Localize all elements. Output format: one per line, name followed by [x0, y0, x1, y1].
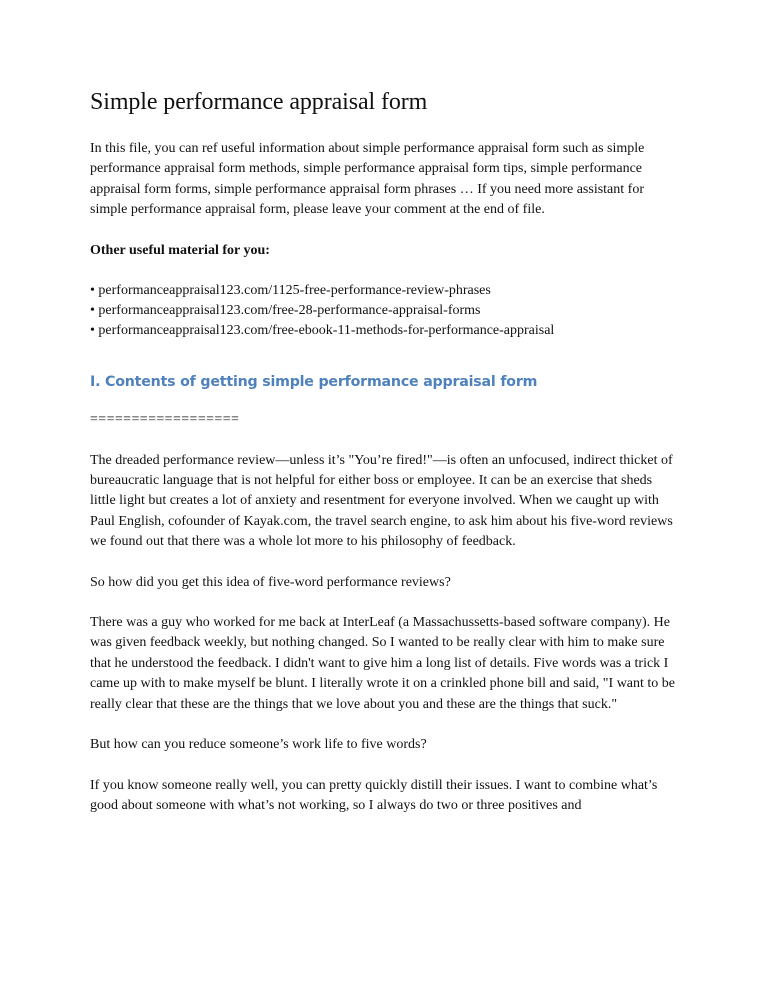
body-paragraph: The dreaded performance review—unless it’s "You’re fired!"—is often an unfocused, indirect thicket of bureaucratic language that is not helpful for either boss or employee. It can be an exercise that sheds little light but creates a lot of anxiety and resentment for everyone involved. When we caught up with Paul English, cofounder of Kayak.com, the travel search engine, to ask him about his five-word reviews we found out that there was a whole lot more to his philosophy of feedback.	[90, 452, 673, 550]
document-title: Simple performance appraisal form	[90, 89, 428, 115]
other-material-heading: Other useful material for you:	[90, 242, 270, 258]
question-paragraph: But how can you reduce someone’s work life to five words?	[90, 737, 427, 753]
section-heading: I. Contents of getting simple performance appraisal form	[90, 373, 538, 390]
body-paragraph: If you know someone really well, you can pretty quickly distill their issues. I want to combine what’s good about someone with what’s not working, so I always do two or three positives and	[90, 777, 658, 813]
resource-link[interactable]: • performanceappraisal123.com/free-ebook-11-methods-for-performance-appraisal	[90, 322, 555, 338]
resource-link[interactable]: • performanceappraisal123.com/1125-free-performance-review-phrases	[90, 282, 491, 298]
resource-link[interactable]: • performanceappraisal123.com/free-28-performance-appraisal-forms	[90, 302, 481, 318]
resource-link-list	[90, 281, 680, 341]
document-page	[90, 84, 680, 816]
question-paragraph: So how did you get this idea of five-word performance reviews?	[90, 574, 451, 590]
body-paragraph: There was a guy who worked for me back at InterLeaf (a Massachussetts-based software company). He was given feedback weekly, but nothing changed. So I wanted to be really clear with him to make sure that he understood the feedback. I didn't want to give him a long list of details. Five words was a trick I came up with to make myself be blunt. I literally wrote it on a crinkled phone bill and said, "I want to be really clear that these are the things that we love about you and these are the things that suck."	[90, 615, 676, 712]
divider-line: ==================	[90, 411, 240, 427]
intro-paragraph: In this file, you can ref useful information about simple performance appraisal form such as simple performance appraisal form methods, simple performance appraisal form tips, simple performance appraisal form forms, simple performance appraisal form phrases … If you need more assistant for simple performance appraisal form, please leave your comment at the end of file.	[90, 141, 645, 218]
